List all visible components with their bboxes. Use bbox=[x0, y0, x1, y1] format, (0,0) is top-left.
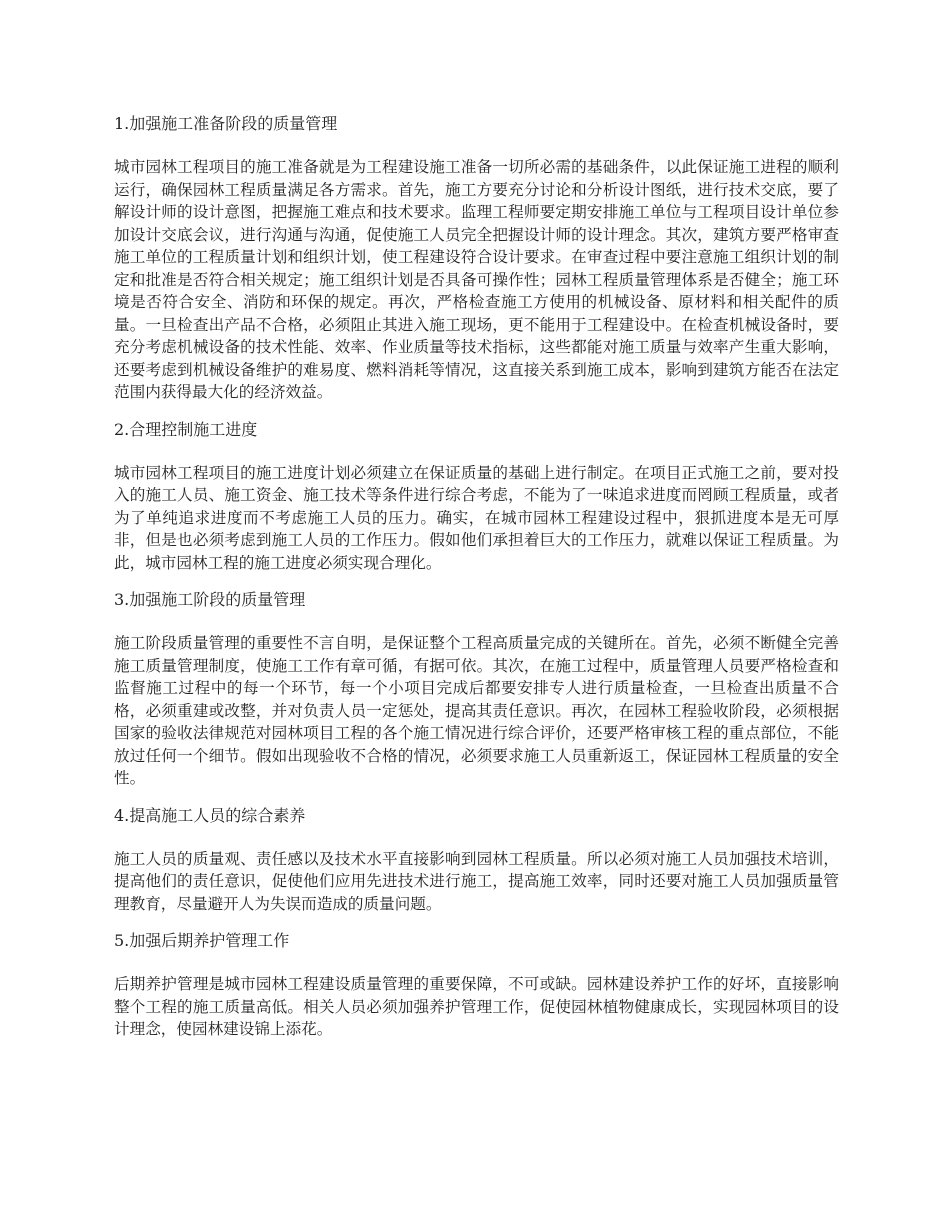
section-heading: 5.加强后期养护管理工作 bbox=[114, 931, 290, 950]
section-2 bbox=[114, 418, 839, 575]
document-body bbox=[114, 112, 839, 1055]
section-5 bbox=[114, 929, 839, 1041]
section-heading: 1.加强施工准备阶段的质量管理 bbox=[114, 114, 338, 133]
section-heading: 4.提高施工人员的综合素养 bbox=[114, 805, 306, 825]
section-paragraph: 城市园林工程项目的施工准备就是为工程建设施工准备一切所必需的基础条件，以此保证施工进程的顺利运行，确保园林工程质量满足各方需求。首先，施工方要充分讨论和分析设计图纸，进行技术交底，要了解设计师的设计意图，把握施工难点和技术要求。监理工程师要定期安排施工单位与工程项目设计单位参加设计交底会议，进行沟通与沟通，促使施工人员完全把握设计师的设计理念。其次，建筑方要严格审查施工单位的工程质量计划和组织计划，使工程建设符合设计要求。在审查过程中要注意施工组织计划的制定和批准是否符合相关规定；施工组织计划是否具备可操作性；园林工程质量管理体系是否健全；施工环境是否符合安全、消防和环保的规定。再次，严格检查施工方使用的机械设备、原材料和相关配件的质量。一旦检查出产品不合格，必须阻止其进入施工现场，更不能用于工程建设中。在检查机械设备时，要充分考虑机械设备的技术性能、效率、作业质量等技术指标，这些都能对施工质量与效率产生重大影响，还要考虑到机械设备维护的难易度、燃料消耗等情况，这直接关系到施工成本，影响到建筑方能否在法定范围内获得最大化的经济效益。 bbox=[114, 158, 839, 401]
section-4 bbox=[114, 804, 839, 916]
section-3 bbox=[114, 588, 839, 790]
section-paragraph: 施工阶段质量管理的重要性不言自明，是保证整个工程高质量完成的关键所在。首先，必须不断健全完善施工质量管理制度，使施工工作有章可循，有据可依。其次，在施工过程中，质量管理人员要严格检查和监督施工过程中的每一个环节，每一个小项目完成后都要安排专人进行质量检查，一旦检查出质量不合格，必须重建或改整，并对负责人员一定惩处，提高其责任意识。再次，在园林工程验收阶段，必须根据国家的验收法律规范对园林项目工程的各个施工情况进行综合评价，还要严格审核工程的重点部位，不能放过任何一个细节。假如出现验收不合格的情况，必须要求施工人员重新返工，保证园林工程质量的安全性。 bbox=[114, 634, 839, 787]
section-heading: 2.合理控制施工进度 bbox=[114, 419, 258, 439]
section-heading: 3.加强施工阶段的质量管理 bbox=[114, 590, 306, 609]
section-1 bbox=[114, 112, 839, 404]
section-paragraph: 城市园林工程项目的施工进度计划必须建立在保证质量的基础上进行制定。在项目正式施工之前，要对投入的施工人员、施工资金、施工技术等条件进行综合考虑，不能为了一味追求进度而罔顾工程质量，或者为了单纯追求进度而不考虑施工人员的压力。确实，在城市园林工程建设过程中，狠抓进度本是无可厚非，但是也必须考虑到施工人员的工作压力。假如他们承担着巨大的工作压力，就难以保证工程质量。为此，城市园林工程的施工进度必须实现合理化。 bbox=[114, 463, 839, 572]
section-paragraph: 后期养护管理是城市园林工程建设质量管理的重要保障，不可或缺。园林建设养护工作的好坏，直接影响整个工程的施工质量高低。相关人员必须加强养护管理工作，促使园林植物健康成长，实现园林项目的设计理念，使园林建设锦上添花。 bbox=[114, 975, 839, 1038]
section-paragraph: 施工人员的质量观、责任感以及技术水平直接影响到园林工程质量。所以必须对施工人员加强技术培训，提高他们的责任意识，促使他们应用先进技术进行施工，提高施工效率，同时还要对施工人员加强质量管理教育，尽量避开人为失误而造成的质量问题。 bbox=[114, 849, 839, 913]
